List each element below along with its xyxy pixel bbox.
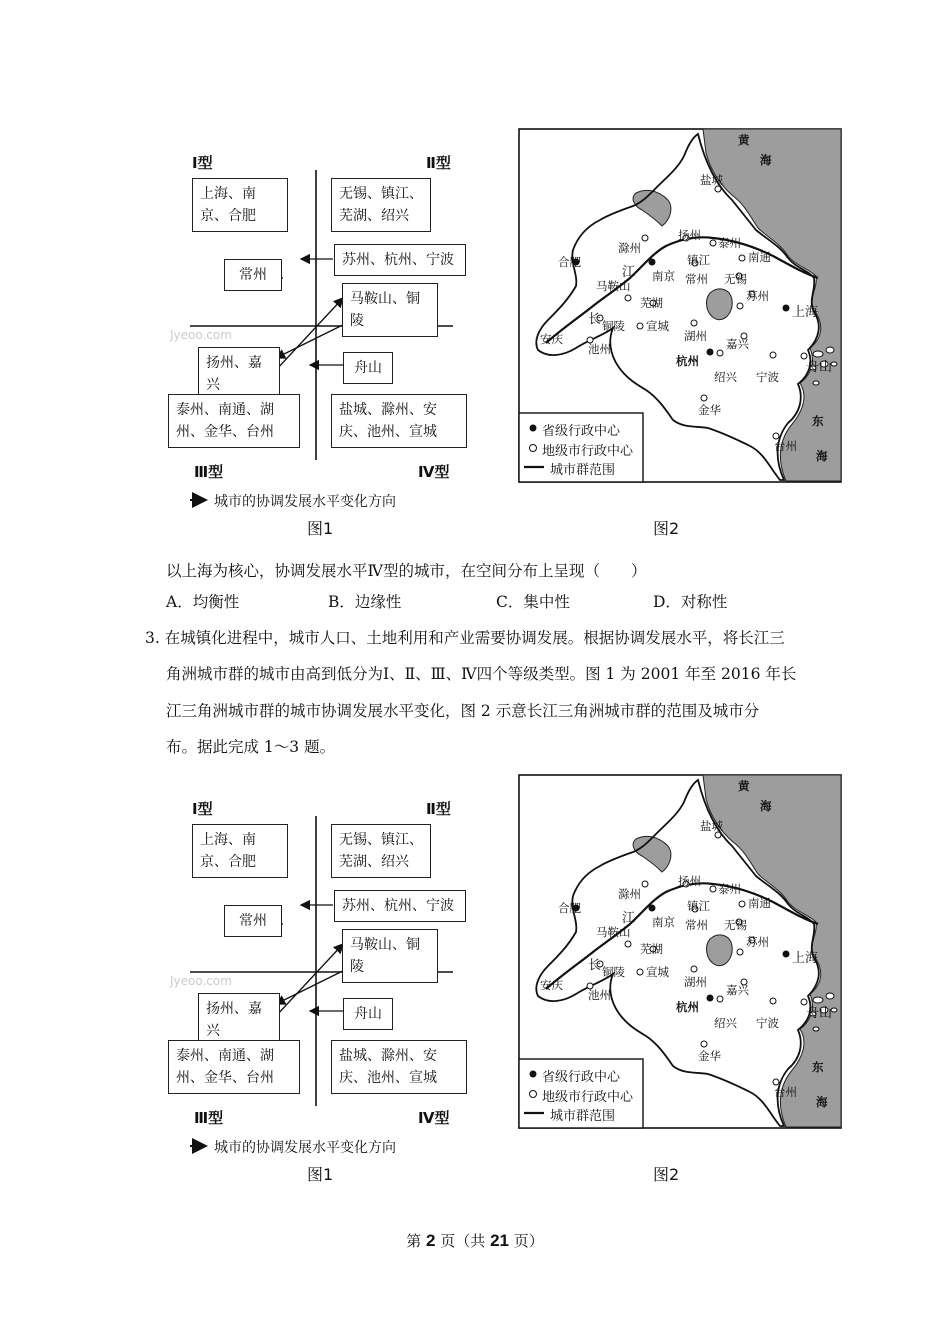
city-maanshan: 马鞍山 [596,279,631,293]
box-shanghai-nanjing-hefei: 上海、南京、合肥 [192,178,288,232]
city-chizhou: 池州 [588,988,611,1002]
box-zhoushan: 舟山 [343,352,393,384]
city-wuhu: 芜湖 [640,942,663,956]
city-chuzhou: 滁州 [618,241,641,255]
type-2-label: Ⅱ型 [426,800,451,818]
river-jiang: 江 [622,911,636,926]
option-a: A．均衡性 [166,593,240,611]
box-yancheng-chuzhou-anqing-chizhou-xuancheng: 盐城、滁州、安庆、池州、宣城 [331,1040,467,1094]
box-wuxi-zhenjiang-wuhu-shaoxing: 无锡、镇江、芜湖、绍兴 [331,824,431,878]
city-changzhou: 常州 [685,918,708,932]
box-maanshan-tongling: 马鞍山、铜陵 [342,283,438,337]
city-tongling: 铜陵 [602,965,625,979]
city-zhenjiang: 镇江 [687,253,710,267]
figure-1-coordination-diagram [168,150,488,530]
city-taizhou: 泰州 [718,882,741,896]
type-3-label: Ⅲ型 [194,463,224,481]
city-chizhou: 池州 [588,342,611,356]
box-taizhou-nantong-huzhou-jinhua-taizhou: 泰州、南通、湖州、金华、台州 [168,1040,300,1094]
city-taizhou-zj: 台州 [774,439,797,453]
q3-line-3: 江三角洲城市群的城市协调发展水平变化，图 2 示意长江三角洲城市群的范围及城市分 [166,702,760,720]
sea-hai-1: 海 [760,153,772,167]
city-zhoushan: 舟山 [806,360,833,375]
city-shaoxing: 绍兴 [714,1016,737,1030]
option-d: D．对称性 [653,593,728,611]
type-4-label: Ⅳ型 [418,1109,450,1127]
city-nanjing: 南京 [652,269,675,283]
city-yancheng: 盐城 [700,819,723,833]
city-yangzhou: 扬州 [678,874,701,888]
box-changzhou: 常州 [224,905,282,937]
city-xuancheng: 宣城 [646,965,669,979]
city-ningbo: 宁波 [756,1016,779,1030]
q3-line-4: 布。据此完成 1～3 题。 [166,738,336,756]
sea-huang: 黄 [738,779,750,793]
type-3-label: Ⅲ型 [194,1109,224,1127]
river-chang: 长 [588,312,602,327]
type-1-label: Ⅰ型 [192,800,213,818]
type-4-label: Ⅳ型 [418,463,450,481]
city-yangzhou: 扬州 [678,228,701,242]
watermark: Jyeoo.com [170,974,232,988]
option-b: B．边缘性 [328,593,402,611]
legend-provincial-center: 省级行政中心 [542,424,621,439]
question-stem: 以上海为核心，协调发展水平Ⅳ型的城市，在空间分布上呈现（ ） [166,562,647,580]
footer-suffix: 页） [513,1232,544,1250]
city-jinhua: 金华 [698,403,721,417]
watermark: Jyeoo.com [170,328,232,342]
legend-provincial-center: 省级行政中心 [542,1070,621,1085]
river-jiang: 江 [622,265,636,280]
city-hangzhou: 杭州 [676,1000,699,1014]
box-wuxi-zhenjiang-wuhu-shaoxing: 无锡、镇江、芜湖、绍兴 [331,178,431,232]
figure-2-map [518,128,842,483]
box-taizhou-nantong-huzhou-jinhua-taizhou: 泰州、南通、湖州、金华、台州 [168,394,300,448]
city-ningbo: 宁波 [756,370,779,384]
box-yancheng-chuzhou-anqing-chizhou-xuancheng: 盐城、滁州、安庆、池州、宣城 [331,394,467,448]
sea-hai-1: 海 [760,799,772,813]
type-1-label: Ⅰ型 [192,154,213,172]
legend-prefecture-center: 地级市行政中心 [542,444,634,459]
city-wuxi: 无锡 [724,272,747,286]
city-zhenjiang: 镇江 [687,899,710,913]
city-changzhou: 常州 [685,272,708,286]
city-hefei: 合肥 [558,901,581,915]
footer-total-pages: 21 [490,1231,509,1250]
city-taizhou: 泰州 [718,236,741,250]
sea-dong: 东 [812,414,824,428]
footer-middle: 页（共 [440,1232,486,1250]
city-anqing: 安庆 [540,978,563,992]
figure-1-coordination-diagram [168,796,488,1176]
figure-1-legend: 城市的协调发展水平变化方向 [214,1140,396,1156]
figure-2-caption-top: 图2 [653,519,680,538]
city-hangzhou: 杭州 [676,354,699,368]
city-xuancheng: 宣城 [646,319,669,333]
city-zhoushan: 舟山 [806,1006,833,1021]
legend-city-cluster-range: 城市群范围 [550,463,616,478]
option-c: C．集中性 [496,593,570,611]
city-suzhou: 苏州 [746,935,769,949]
box-zhoushan: 舟山 [343,998,393,1030]
box-yangzhou-jiaxing: 扬州、嘉兴 [198,993,280,1047]
q3-line-2: 角洲城市群的城市由高到低分为Ⅰ、Ⅱ、Ⅲ、Ⅳ四个等级类型。图 1 为 2001 年至 2016 年长 [166,665,797,683]
city-shanghai: 上海 [792,951,819,966]
city-jinhua: 金华 [698,1049,721,1063]
city-wuxi: 无锡 [724,918,747,932]
city-shaoxing: 绍兴 [714,370,737,384]
sea-huang: 黄 [738,133,750,147]
city-nanjing: 南京 [652,915,675,929]
city-tongling: 铜陵 [602,319,625,333]
legend-city-cluster-range: 城市群范围 [550,1109,616,1124]
type-2-label: Ⅱ型 [426,154,451,172]
city-jiaxing: 嘉兴 [726,983,749,997]
box-shanghai-nanjing-hefei: 上海、南京、合肥 [192,824,288,878]
box-suzhou-hangzhou-ningbo: 苏州、杭州、宁波 [334,244,466,276]
footer-page-number: 2 [426,1231,436,1250]
box-suzhou-hangzhou-ningbo: 苏州、杭州、宁波 [334,890,466,922]
river-chang: 长 [588,958,602,973]
box-changzhou: 常州 [224,259,282,291]
city-shanghai: 上海 [792,305,819,320]
figure-1-caption-top: 图1 [307,519,334,538]
box-maanshan-tongling: 马鞍山、铜陵 [342,929,438,983]
city-hefei: 合肥 [558,255,581,269]
city-chuzhou: 滁州 [618,887,641,901]
city-yancheng: 盐城 [700,173,723,187]
city-jiaxing: 嘉兴 [726,337,749,351]
city-wuhu: 芜湖 [640,296,663,310]
sea-hai-2: 海 [816,449,828,463]
city-huzhou: 湖州 [684,975,707,989]
legend-prefecture-center: 地级市行政中心 [542,1090,634,1105]
sea-dong: 东 [812,1060,824,1074]
city-nantong: 南通 [748,250,771,264]
figure-1-legend: 城市的协调发展水平变化方向 [214,494,396,510]
page-footer [0,1230,950,1251]
q3-line-1: 3. 在城镇化进程中，城市人口、土地利用和产业需要协调发展。根据协调发展水平，将长江三 [145,629,785,647]
city-taizhou-zj: 台州 [774,1085,797,1099]
footer-prefix: 第 [406,1232,422,1250]
city-nantong: 南通 [748,896,771,910]
figure-2-map [518,774,842,1129]
city-huzhou: 湖州 [684,329,707,343]
city-anqing: 安庆 [540,332,563,346]
city-maanshan: 马鞍山 [596,925,631,939]
city-suzhou: 苏州 [746,289,769,303]
sea-hai-2: 海 [816,1095,828,1109]
box-yangzhou-jiaxing: 扬州、嘉兴 [198,347,280,401]
figure-1-caption-bottom: 图1 [307,1165,334,1184]
figure-2-caption-bottom: 图2 [653,1165,680,1184]
